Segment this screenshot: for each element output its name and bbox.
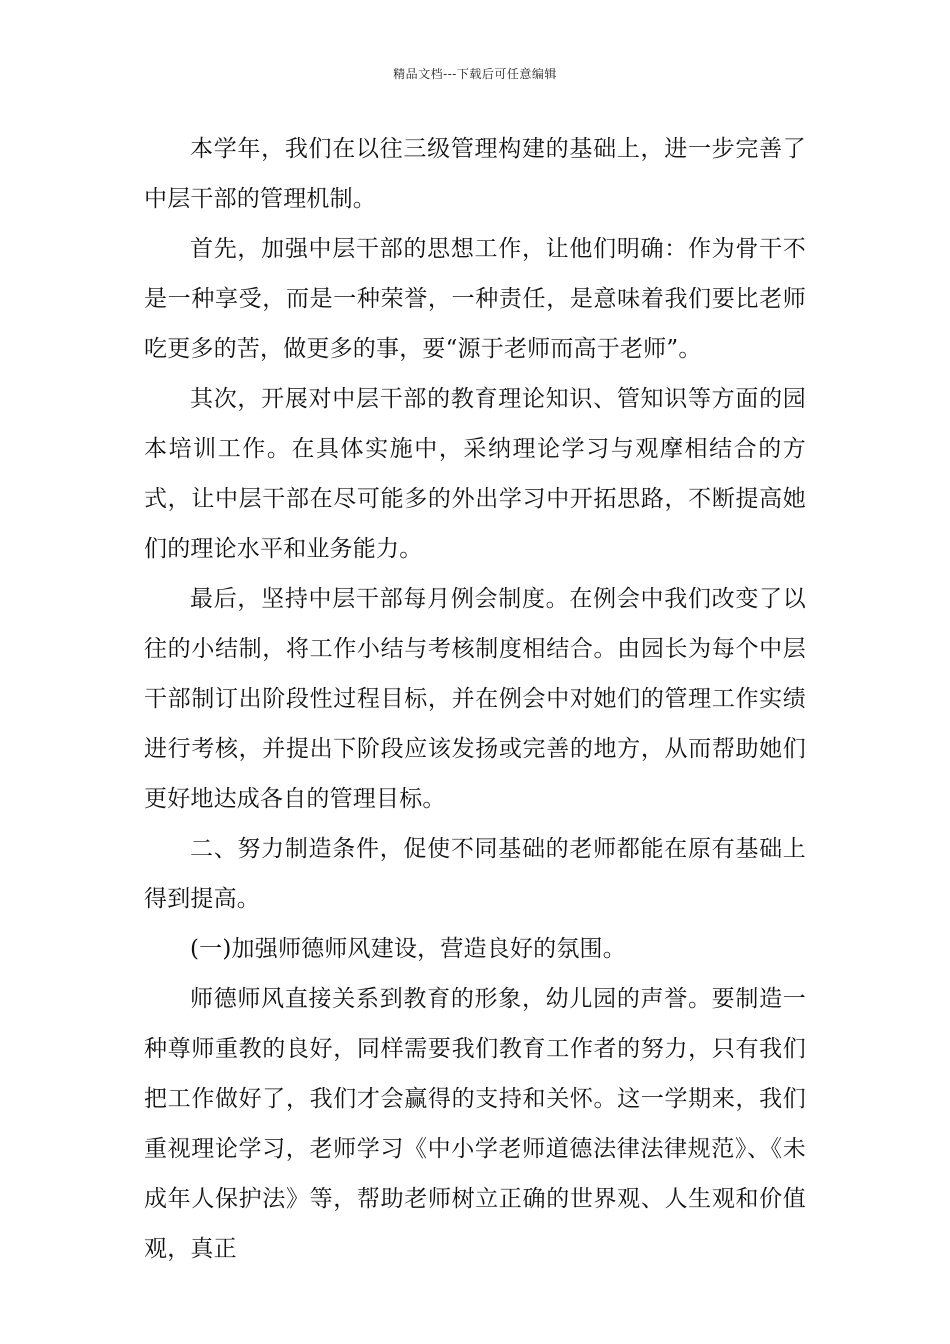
page-header: 精品文档---下载后可任意编辑	[393, 67, 557, 81]
paragraph-first-ideological-work: 首先，加强中层干部的思想工作，让他们明确：作为骨干不是一种享受，而是一种荣誉，一种责任，是意味着我们要比老师吃更多的苦，做更多的事，要“源于老师而高于老师”。	[144, 236, 806, 362]
subsection-heading-one: (一)加强师德师风建设，营造良好的氛围。	[190, 936, 626, 962]
paragraph-teacher-ethics: 师德师风直接关系到教育的形象，幼儿园的声誉。要制造一种尊师重教的良好，同样需要我们教育工作者的努力，只有我们把工作做好了，我们才会赢得的支持和关怀。这一学期来，我们重视理论学习，老师学习《中小学老师道德法律法律规范》、《未成年人保护法》等，帮助老师树立正确的世界观、人生观和价值观，真正	[144, 986, 806, 1262]
document-body	[144, 124, 806, 1274]
section-heading-two: 二、努力制造条件，促使不同基础的老师都能在原有基础上得到提高。	[144, 836, 806, 912]
paragraph-second-training: 其次，开展对中层干部的教育理论知识、管知识等方面的园本培训工作。在具体实施中，采纳理论学习与观摩相结合的方式，让中层干部在尽可能多的外出学习中开拓思路，不断提高她们的理论水平和业务能力。	[144, 386, 806, 562]
paragraph-last-monthly-meeting: 最后，坚持中层干部每月例会制度。在例会中我们改变了以往的小结制，将工作小结与考核制度相结合。由园长为每个中层干部制订出阶段性过程目标，并在例会中对她们的管理工作实绩进行考核，并提出下阶段应该发扬或完善的地方，从而帮助她们更好地达成各自的管理目标。	[144, 586, 806, 812]
paragraph-management-mechanism: 本学年，我们在以往三级管理构建的基础上，进一步完善了中层干部的管理机制。	[144, 136, 806, 212]
